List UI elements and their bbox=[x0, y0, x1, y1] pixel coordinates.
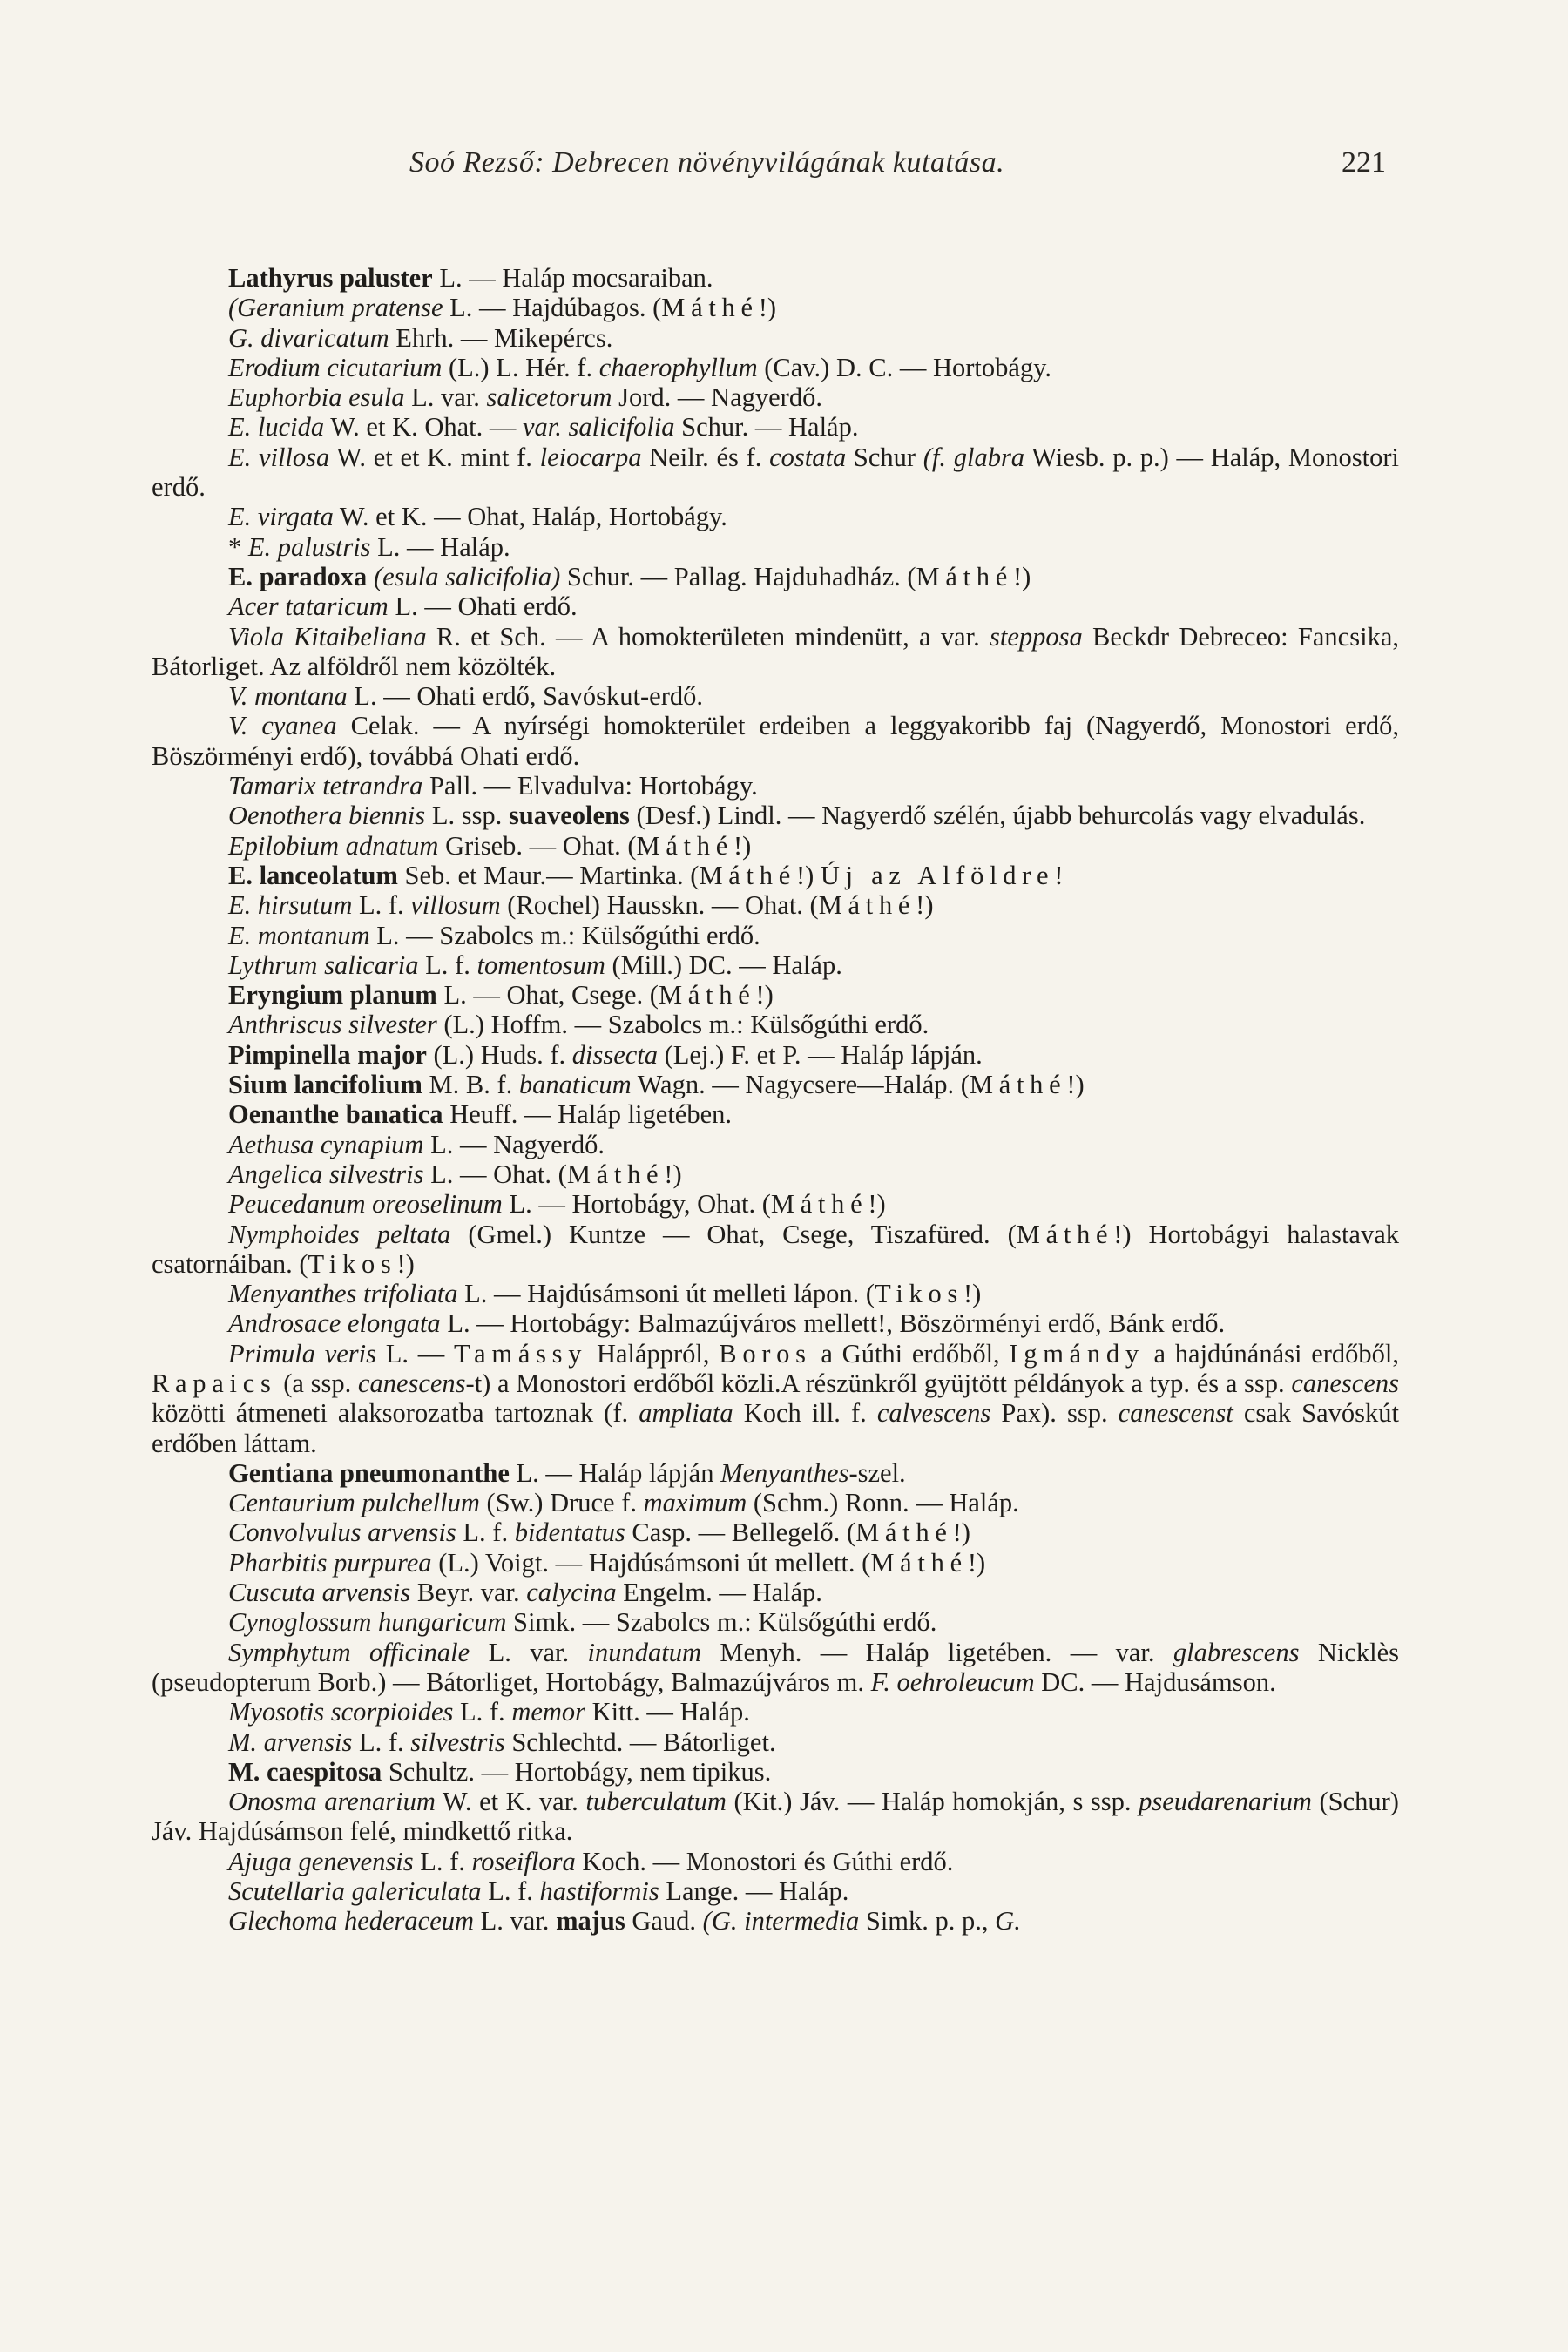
text-run: L. f. bbox=[413, 1846, 472, 1876]
species-entry bbox=[152, 1159, 1399, 1189]
species-entry bbox=[152, 681, 1399, 711]
text-run: L. f. bbox=[352, 1727, 411, 1757]
italic-text: E. lucida bbox=[228, 412, 325, 443]
italic-text: G. bbox=[995, 1906, 1021, 1936]
text-run: -t) a Monostori erdőből közli.A részünkről gyüjtött példányok a typ. és a ssp. bbox=[465, 1368, 1292, 1398]
italic-text: Centaurium pulchellum bbox=[228, 1488, 480, 1518]
text-run: (Schur) Jáv. Hajdúsámson felé, mindkettő ritka. bbox=[152, 1787, 1399, 1847]
text-run: (Schm.) Ronn. — Haláp. bbox=[747, 1488, 1019, 1518]
species-entry bbox=[152, 1279, 1399, 1308]
text-run: L. f. bbox=[352, 890, 411, 921]
text-run: W. et K. — Ohat, Haláp, Hortobágy. bbox=[333, 502, 727, 532]
italic-text: leiocarpa bbox=[539, 442, 642, 472]
text-run: !) bbox=[1066, 1070, 1085, 1100]
italic-text: Pharbitis purpurea bbox=[228, 1547, 432, 1578]
species-entry bbox=[152, 382, 1399, 412]
species-entry bbox=[152, 1697, 1399, 1727]
italic-text: calvescens bbox=[876, 1398, 991, 1429]
italic-text: salicetorum bbox=[486, 382, 612, 413]
spaced-name: Boros bbox=[719, 1338, 812, 1369]
text-run: Haláppról, bbox=[587, 1338, 720, 1369]
bold-text: Sium lancifolium bbox=[228, 1070, 422, 1100]
species-entry bbox=[152, 1130, 1399, 1159]
italic-text: Glechoma hederaceum bbox=[228, 1906, 475, 1936]
species-entry bbox=[152, 831, 1399, 861]
species-entry bbox=[152, 1458, 1399, 1488]
text-run: (Kit.) Jáv. — Haláp homokján, s ssp. bbox=[726, 1787, 1139, 1817]
spaced-name: Máthé bbox=[916, 561, 1013, 591]
text-run: !) bbox=[916, 890, 934, 921]
text-run: L. f. bbox=[418, 950, 477, 980]
text-run: Heuff. — Haláp ligetében. bbox=[443, 1099, 732, 1130]
text-run: L. — Hajdúsámsoni út melleti lápon. ( bbox=[457, 1279, 875, 1309]
spaced-name: Igmándy bbox=[1009, 1338, 1145, 1369]
text-run: (Gmel.) Kuntze — Ohat, Csege, Tiszafüred. ( bbox=[450, 1219, 1017, 1249]
text-run: (Cav.) D. C. — Hortobágy. bbox=[757, 352, 1052, 382]
spaced-name: Máthé bbox=[855, 1517, 953, 1548]
species-entry bbox=[152, 861, 1399, 890]
spaced-name: Máthé bbox=[658, 980, 756, 1010]
italic-text: E. villosa bbox=[228, 442, 330, 472]
text-run: L. f. bbox=[456, 1517, 515, 1548]
italic-text: tomentosum bbox=[476, 950, 605, 980]
italic-text: Erodium cicutarium bbox=[228, 352, 443, 382]
italic-text: Menyanthes bbox=[720, 1457, 849, 1488]
italic-text: glabrescens bbox=[1173, 1637, 1300, 1667]
text-run: a Gúthi erdőből, bbox=[811, 1338, 1010, 1369]
species-entry bbox=[152, 921, 1399, 950]
italic-text: Oenothera biennis bbox=[228, 801, 426, 831]
text-run: L. — bbox=[376, 1338, 454, 1369]
text-run: L. — Haláp. bbox=[370, 531, 510, 562]
italic-text: Anthriscus silvester bbox=[228, 1010, 437, 1040]
species-entry bbox=[152, 353, 1399, 382]
text-run: (L.) Huds. f. bbox=[426, 1039, 572, 1070]
species-entry bbox=[152, 1099, 1399, 1129]
italic-text: Convolvulus arvensis bbox=[228, 1517, 456, 1548]
spaced-name: Új az Alföldre bbox=[820, 860, 1055, 890]
species-entry bbox=[152, 771, 1399, 801]
text-run: L. — Hajdúbagos. ( bbox=[443, 293, 662, 323]
species-entry bbox=[152, 1220, 1399, 1280]
italic-text: Onosma arenarium bbox=[228, 1787, 436, 1817]
page-number: 221 bbox=[1342, 146, 1386, 179]
species-entry bbox=[152, 412, 1399, 442]
spaced-name: Máthé bbox=[636, 830, 733, 861]
spaced-name: Tikos bbox=[308, 1248, 397, 1279]
text-run: Simk. — Szabolcs m.: Külsőgúthi erdő. bbox=[506, 1607, 937, 1638]
species-entry bbox=[152, 1517, 1399, 1547]
spaced-name: Máthé bbox=[770, 1189, 868, 1220]
italic-text: tuberculatum bbox=[585, 1787, 727, 1817]
italic-text: G. divaricatum bbox=[228, 322, 389, 353]
text-run: Wagn. — Nagycsere—Haláp. ( bbox=[631, 1070, 970, 1100]
text-run: L. — Ohat. ( bbox=[423, 1159, 567, 1189]
species-entry bbox=[152, 1189, 1399, 1219]
italic-text: Cynoglossum hungaricum bbox=[228, 1607, 507, 1638]
species-entry bbox=[152, 1787, 1399, 1847]
text-run: L. — Ohati erdő. bbox=[388, 591, 578, 622]
italic-text: Primula veris bbox=[228, 1338, 376, 1369]
bold-text: majus bbox=[556, 1906, 625, 1936]
bold-text: Lathyrus paluster bbox=[228, 263, 433, 293]
italic-text: inundatum bbox=[587, 1637, 701, 1667]
spaced-name: Máthé bbox=[699, 860, 796, 890]
text-run: (a ssp. bbox=[276, 1368, 358, 1398]
spaced-name: Máthé bbox=[661, 293, 759, 323]
text-run: (L.) Voigt. — Hajdúsámsoni út mellett. ( bbox=[431, 1547, 871, 1578]
text-run: L. — Ohati erdő, Savóskut-erdő. bbox=[347, 681, 703, 712]
italic-text: var. salicifolia bbox=[523, 412, 675, 443]
species-entry bbox=[152, 1548, 1399, 1578]
italic-text: costata bbox=[769, 442, 847, 472]
text-run: !) Hortobágyi halastavak csatornáiban. ( bbox=[152, 1219, 1399, 1279]
species-entry bbox=[152, 1040, 1399, 1070]
italic-text: E. hirsutum bbox=[228, 890, 353, 921]
italic-text: pseudarenarium bbox=[1139, 1787, 1312, 1817]
text-run: Pax). ssp. bbox=[990, 1398, 1119, 1429]
text-run: L. var. bbox=[474, 1906, 557, 1936]
page-header bbox=[0, 141, 1568, 193]
text-run: L. f. bbox=[481, 1876, 540, 1907]
text-run: (Rochel) Hausskn. — Ohat. ( bbox=[500, 890, 819, 921]
text-run: Ehrh. — Mikepércs. bbox=[389, 322, 613, 353]
italic-text: Tamarix tetrandra bbox=[228, 771, 423, 801]
text-run: R. et Sch. — A homokterületen mindenütt, a var. bbox=[426, 621, 990, 652]
italic-text: Viola Kitaibeliana bbox=[228, 621, 427, 652]
species-entry bbox=[152, 890, 1399, 920]
text-run: M. B. f. bbox=[422, 1070, 519, 1100]
species-entry bbox=[152, 1308, 1399, 1338]
spaced-name: Máthé bbox=[969, 1070, 1067, 1100]
italic-text: stepposa bbox=[989, 621, 1083, 652]
text-run: csak Savóskút erdőben láttam. bbox=[152, 1398, 1399, 1458]
text-run: !) bbox=[1013, 561, 1031, 591]
text-run: Celak. — A nyírségi homokterület erdeiben a leggyakoribb faj (Nagyerdő, Monostori erdő, Böszörményi erdő), továbbá Ohati erdő. bbox=[152, 711, 1399, 771]
text-run: Schur. — Pallag. Hajduhadház. ( bbox=[560, 561, 916, 591]
text-run: !) bbox=[967, 1547, 986, 1578]
italic-text: Cuscuta arvensis bbox=[228, 1578, 411, 1608]
text-run: !) bbox=[755, 980, 774, 1010]
species-entry bbox=[152, 1070, 1399, 1099]
text-run: L. — Haláp lápján bbox=[509, 1457, 721, 1488]
text-run: L. — Szabolcs m.: Külsőgúthi erdő. bbox=[369, 920, 760, 950]
text-run: Koch ill. f. bbox=[733, 1398, 877, 1429]
text-run: (L.) Hoffm. — Szabolcs m.: Külsőgúthi erdő. bbox=[436, 1010, 929, 1040]
text-run: !) bbox=[396, 1248, 415, 1279]
italic-text: canescenst bbox=[1118, 1398, 1233, 1429]
italic-text: Epilobium adnatum bbox=[228, 830, 439, 861]
italic-text: (G. intermedia bbox=[702, 1906, 860, 1936]
text-run: L. — Nagyerdő. bbox=[423, 1129, 605, 1159]
italic-text: villosum bbox=[410, 890, 501, 921]
text-run: -szel. bbox=[848, 1457, 906, 1488]
italic-text: memor bbox=[511, 1697, 586, 1727]
italic-text: (esula salicifolia) bbox=[373, 561, 561, 591]
text-run: Casp. — Bellegelő. ( bbox=[625, 1517, 856, 1548]
spaced-name: Tamássy bbox=[453, 1338, 588, 1369]
bold-text: M. caespitosa bbox=[228, 1756, 382, 1787]
italic-text: Euphorbia esula bbox=[228, 382, 405, 413]
spaced-name: Tikos bbox=[875, 1279, 964, 1309]
italic-text: maximum bbox=[643, 1488, 747, 1518]
italic-text: F. oehroleucum bbox=[870, 1666, 1035, 1697]
text-run: DC. — Hajdusámson. bbox=[1034, 1666, 1276, 1697]
italic-text: Angelica silvestris bbox=[228, 1159, 424, 1189]
italic-text: M. arvensis bbox=[228, 1727, 353, 1757]
species-entry bbox=[152, 1638, 1399, 1698]
text-run: Neilr. és f. bbox=[641, 442, 770, 472]
italic-text: E. palustris bbox=[247, 531, 371, 562]
text-run: (Lej.) F. et P. — Haláp lápján. bbox=[658, 1039, 983, 1070]
text-run: L. var. bbox=[404, 382, 487, 413]
bold-text: Gentiana pneumonanthe bbox=[228, 1457, 510, 1488]
bold-text: Pimpinella major bbox=[228, 1039, 427, 1070]
species-entry bbox=[152, 1727, 1399, 1757]
text-run: Jord. — Nagyerdő. bbox=[612, 382, 822, 413]
text-run: (Sw.) Druce f. bbox=[479, 1488, 644, 1518]
text-run: Nicklès (pseudopterum Borb.) — Bátorliget, Hortobágy, Balmazújváros m. bbox=[152, 1637, 1399, 1697]
text-run: !) bbox=[664, 1159, 682, 1189]
species-entry bbox=[152, 711, 1399, 771]
spaced-name: Máthé bbox=[870, 1547, 968, 1578]
italic-text: Androsace elongata bbox=[228, 1308, 441, 1339]
text-run: ! bbox=[1054, 860, 1064, 890]
text-run: L. — Haláp mocsaraiban. bbox=[432, 263, 713, 293]
text-run: L. — Hortobágy: Balmazújváros mellett!, Böszörményi erdő, Bánk erdő. bbox=[440, 1308, 1226, 1339]
spaced-name: Máthé bbox=[818, 890, 916, 921]
text-run: L. — Ohat, Csege. ( bbox=[436, 980, 659, 1010]
spaced-name: Máthé bbox=[566, 1159, 665, 1189]
italic-text: V. montana bbox=[228, 681, 348, 712]
species-entry bbox=[152, 1847, 1399, 1876]
bold-text: Eryngium planum bbox=[228, 980, 437, 1010]
species-entry bbox=[152, 1010, 1399, 1039]
text-run: !) bbox=[795, 860, 821, 890]
text-run: !) bbox=[952, 1517, 970, 1548]
species-entry bbox=[152, 263, 1399, 293]
species-entry bbox=[152, 532, 1399, 562]
text-run: Simk. p. p., bbox=[859, 1906, 996, 1936]
text-run: !) bbox=[758, 293, 777, 323]
species-entry bbox=[152, 1607, 1399, 1637]
italic-text: Ajuga genevensis bbox=[228, 1846, 414, 1876]
italic-text: E. virgata bbox=[228, 502, 334, 532]
species-entry bbox=[152, 502, 1399, 531]
species-entry bbox=[152, 622, 1399, 682]
species-entry bbox=[152, 1876, 1399, 1906]
bold-text: suaveolens bbox=[508, 801, 630, 831]
text-run: (L.) L. Hér. f. bbox=[442, 352, 599, 382]
species-entry bbox=[152, 1488, 1399, 1517]
species-entry bbox=[152, 1757, 1399, 1787]
text-run: Wiesb. p. p.) — Haláp, Monostori erdő. bbox=[152, 442, 1399, 503]
species-entry bbox=[152, 801, 1399, 830]
italic-text: Aethusa cynapium bbox=[228, 1129, 424, 1159]
spaced-name: Rapaics bbox=[152, 1368, 277, 1398]
text-run: közötti átmeneti alaksorozatba tartoznak (f. bbox=[152, 1398, 639, 1429]
text-run: Schur. — Haláp. bbox=[674, 412, 859, 443]
species-list bbox=[152, 263, 1399, 1936]
italic-text: canescens bbox=[357, 1368, 466, 1398]
text-run bbox=[367, 562, 374, 591]
text-run: Schur bbox=[846, 442, 923, 472]
text-run: Engelm. — Haláp. bbox=[616, 1578, 822, 1608]
species-entry bbox=[152, 293, 1399, 322]
text-run: !) bbox=[868, 1189, 886, 1220]
text-run: Gaud. bbox=[625, 1906, 703, 1936]
text-run: Griseb. — Ohat. ( bbox=[438, 830, 637, 861]
text-run: W. et et K. mint f. bbox=[329, 442, 540, 472]
text-run: W. et K. var. bbox=[435, 1787, 586, 1817]
species-entry bbox=[152, 562, 1399, 591]
italic-text: banaticum bbox=[518, 1070, 632, 1100]
italic-text: Peucedanum oreoselinum bbox=[228, 1189, 503, 1220]
italic-text: roseiflora bbox=[471, 1846, 576, 1876]
italic-text: V. cyanea bbox=[228, 711, 337, 741]
species-entry bbox=[152, 443, 1399, 503]
text-run: Koch. — Monostori és Gúthi erdő. bbox=[575, 1846, 954, 1876]
text-run: Schultz. — Hortobágy, nem tipikus. bbox=[382, 1756, 772, 1787]
italic-text: Lythrum salicaria bbox=[228, 950, 419, 980]
text-run: L. — Hortobágy, Ohat. ( bbox=[502, 1189, 771, 1220]
italic-text: Acer tataricum bbox=[228, 591, 389, 622]
italic-text: silvestris bbox=[410, 1727, 505, 1757]
text-run: Beckdr Debreceo: Fancsika, Bátorliget. Az alföldről nem közölték. bbox=[152, 621, 1399, 681]
italic-text: calycina bbox=[526, 1578, 617, 1608]
italic-text: ampliata bbox=[639, 1398, 733, 1429]
italic-text: E. montanum bbox=[228, 920, 370, 950]
italic-text: (f. glabra bbox=[923, 442, 1025, 472]
text-run: !) bbox=[963, 1279, 982, 1309]
text-run: L. ssp. bbox=[425, 801, 509, 831]
species-entry bbox=[152, 950, 1399, 980]
species-entry bbox=[152, 980, 1399, 1010]
text-run: L. var. bbox=[470, 1637, 588, 1667]
italic-text: Menyanthes trifoliata bbox=[228, 1279, 458, 1309]
text-run: Pall. — Elvadulva: Hortobágy. bbox=[422, 771, 758, 801]
spaced-name: Máthé bbox=[1016, 1219, 1114, 1249]
species-entry bbox=[152, 1339, 1399, 1458]
text-run: Menyh. — Haláp ligetében. — var. bbox=[700, 1637, 1173, 1667]
running-title: Soó Rezső: Debrecen növényvilágának kutatása. bbox=[409, 146, 1005, 179]
species-entry bbox=[152, 323, 1399, 353]
text-run: * bbox=[228, 531, 248, 562]
species-entry bbox=[152, 591, 1399, 621]
bold-text: Oenanthe banatica bbox=[228, 1099, 443, 1130]
text-run: Beyr. var. bbox=[410, 1578, 527, 1608]
text-run: L. f. bbox=[453, 1697, 512, 1727]
italic-text: bidentatus bbox=[514, 1517, 625, 1548]
italic-text: Scutellaria galericulata bbox=[228, 1876, 482, 1907]
italic-text: chaerophyllum bbox=[598, 352, 758, 382]
italic-text: (Geranium pratense bbox=[228, 293, 443, 323]
text-run: Kitt. — Haláp. bbox=[585, 1697, 750, 1727]
italic-text: dissecta bbox=[571, 1039, 659, 1070]
species-entry bbox=[152, 1906, 1399, 1936]
text-run: a hajdúnánási erdőből, bbox=[1144, 1338, 1399, 1369]
species-entry bbox=[152, 1578, 1399, 1607]
italic-text: Nymphoides peltata bbox=[228, 1219, 451, 1249]
italic-text: hastiformis bbox=[539, 1876, 659, 1907]
text-run: (Desf.) Lindl. — Nagyerdő szélén, újabb behurcolás vagy elvadulás. bbox=[629, 801, 1366, 831]
bold-text: E. paradoxa bbox=[228, 561, 368, 591]
text-run: W. et K. Ohat. — bbox=[324, 412, 524, 443]
text-run: !) bbox=[733, 830, 752, 861]
italic-text: Symphytum officinale bbox=[228, 1637, 470, 1667]
italic-text: Myosotis scorpioides bbox=[228, 1697, 454, 1727]
bold-text: E. lanceolatum bbox=[228, 860, 398, 890]
italic-text: canescens bbox=[1291, 1368, 1399, 1398]
text-run: Lange. — Haláp. bbox=[659, 1876, 849, 1907]
text-run: Schlechtd. — Bátorliget. bbox=[504, 1727, 776, 1757]
text-run: Seb. et Maur.— Martinka. ( bbox=[397, 860, 700, 890]
text-run: (Mill.) DC. — Haláp. bbox=[605, 950, 842, 980]
